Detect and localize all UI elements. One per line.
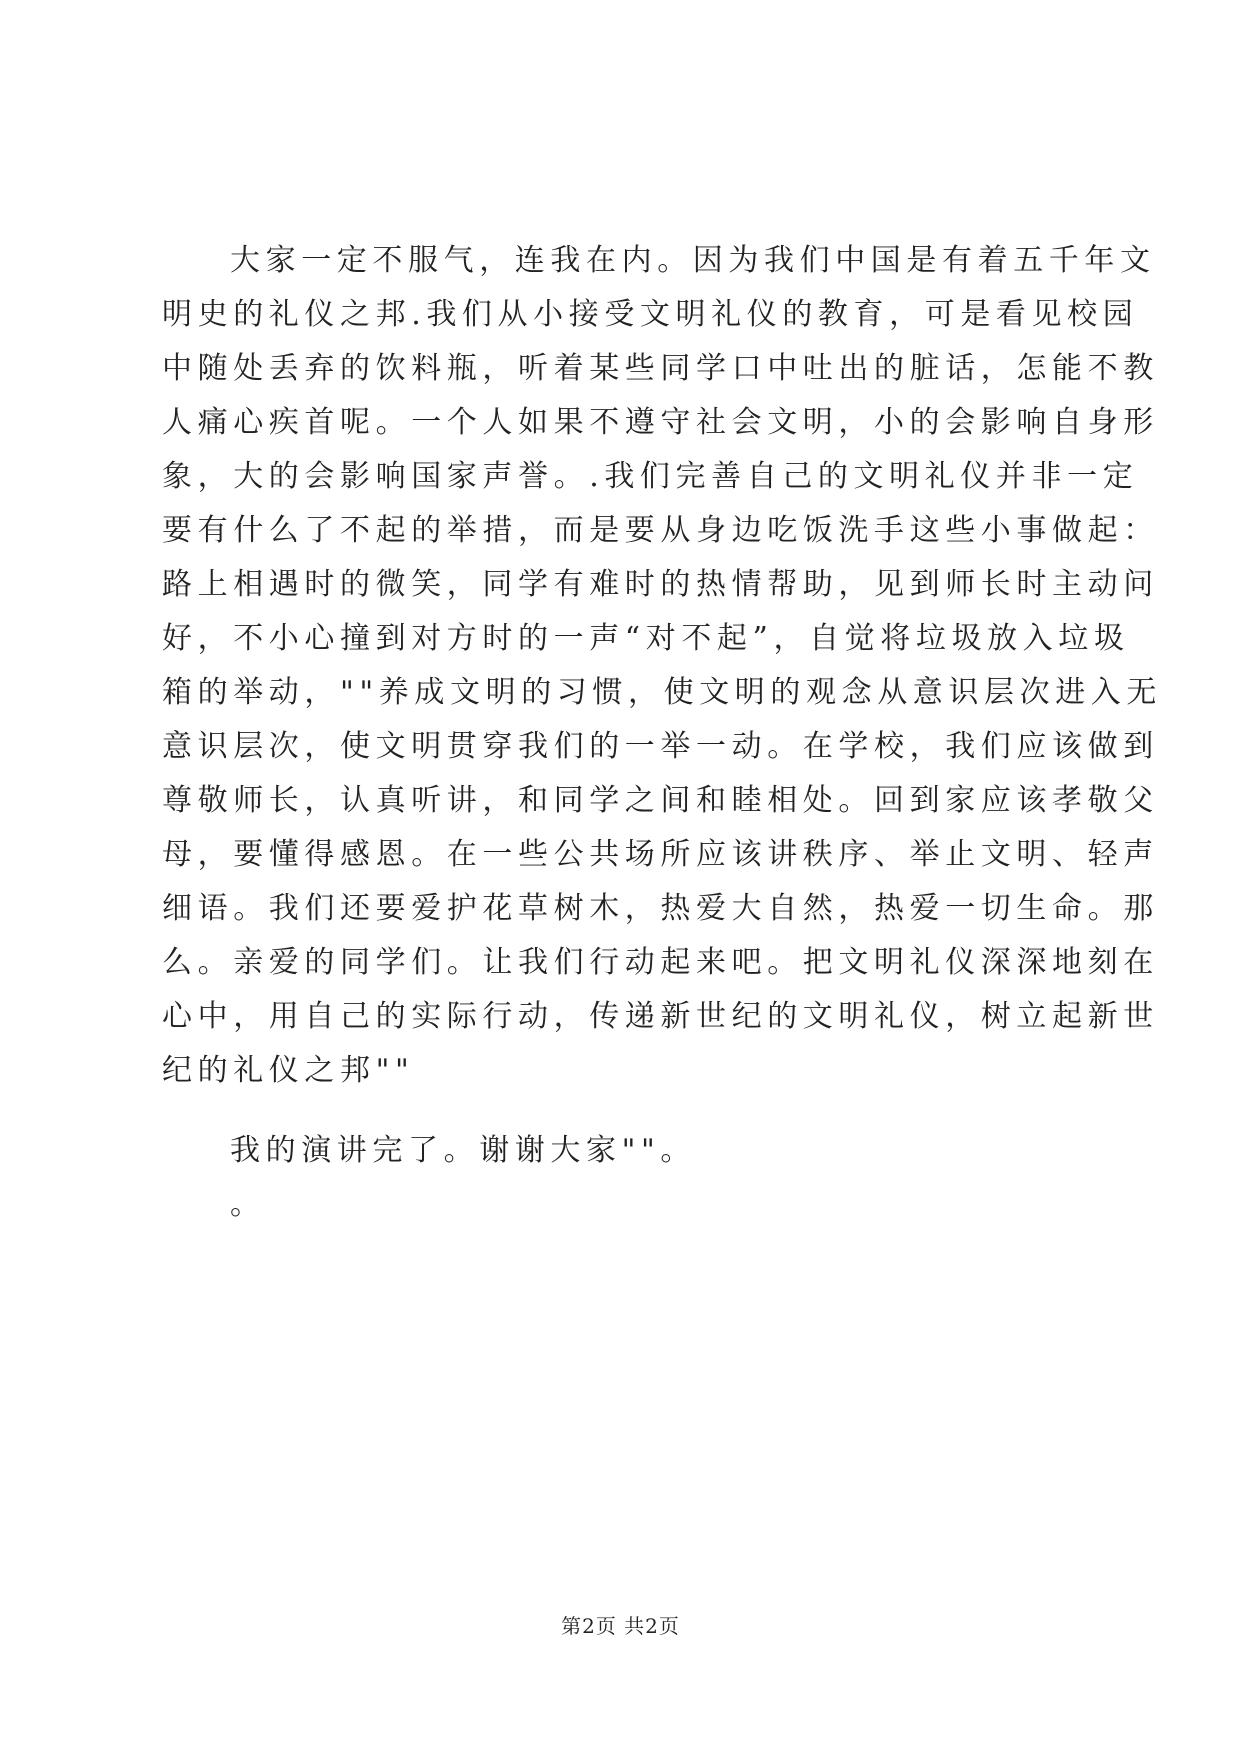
final-mark: 。 [230,1187,266,1222]
text-line: 象，大的会影响国家声誉。.我们完善自己的文明礼仪并非一定 [162,459,1139,494]
text-line: 好，不小心撞到对方时的一声“对不起”，自觉将垃圾放入垃圾 [162,621,1130,656]
text-line: 路上相遇时的微笑，同学有难时的热情帮助，见到师长时主动问 [162,567,1159,602]
text-line: 心中，用自己的实际行动，传递新世纪的文明礼仪，树立起新世 [162,999,1159,1034]
text-line: 箱的举动，""养成文明的习惯，使文明的观念从意识层次进入无 [162,675,1162,710]
text-line: 尊敬师长，认真听讲，和同学之间和睦相处。回到家应该孝敬父 [162,783,1159,818]
closing-line: 我的演讲完了。谢谢大家""。 [230,1133,696,1168]
text-line: 大家一定不服气，连我在内。因为我们中国是有着五千年文 [230,243,1156,278]
text-line: 细语。我们还要爱护花草树木，热爱大自然，热爱一切生命。那 [162,891,1159,926]
paragraph-main [162,234,1162,1098]
text-line: 母，要懂得感恩。在一些公共场所应该讲秩序、举止文明、轻声 [162,837,1159,872]
text-line: 纪的礼仪之邦"" [162,1053,415,1088]
page-number-footer: 第2页 共2页 [561,1614,680,1638]
text-line: 中随处丢弃的饮料瓶，听着某些同学口中吐出的脏话，怎能不教 [162,351,1159,386]
text-line: 么。亲爱的同学们。让我们行动起来吧。把文明礼仪深深地刻在 [162,945,1159,980]
text-line: 意识层次，使文明贯穿我们的一举一动。在学校，我们应该做到 [162,729,1159,764]
text-line: 人痛心疾首呢。一个人如果不遵守社会文明，小的会影响自身形 [162,405,1159,440]
text-line: 要有什么了不起的举措，而是要从身边吃饭洗手这些小事做起： [162,513,1159,548]
text-line: 明史的礼仪之邦.我们从小接受文明礼仪的教育，可是看见校园 [162,297,1139,332]
document-body [162,234,1162,1232]
